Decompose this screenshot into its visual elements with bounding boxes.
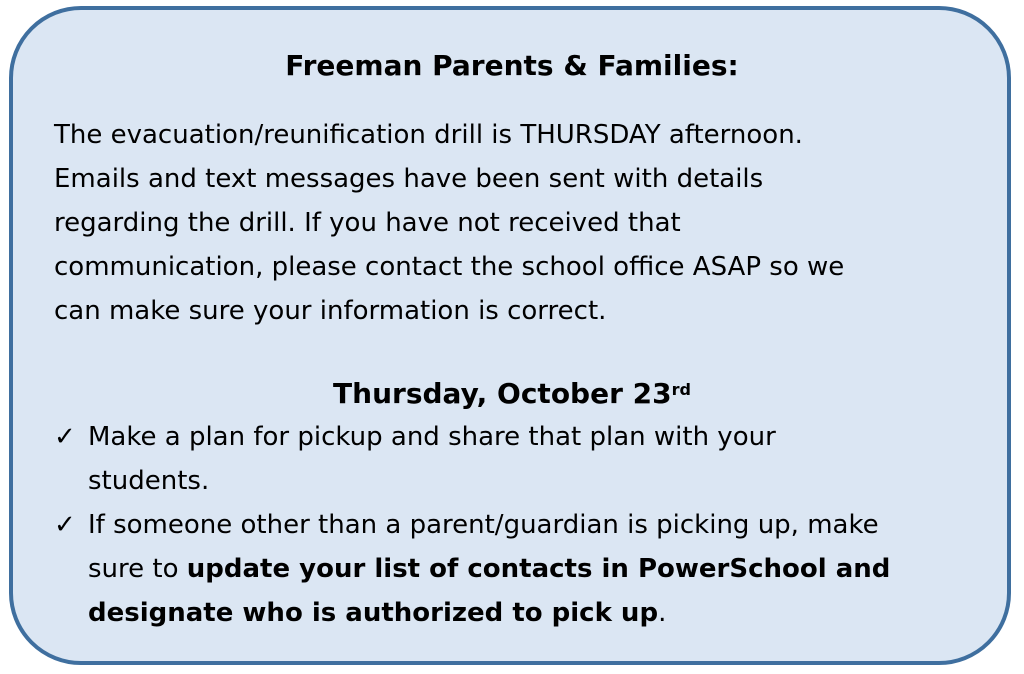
paragraph-line-4: communication, please contact the school office ASAP so we [54, 252, 845, 282]
checkmark-icon: ✓ [54, 510, 76, 540]
checklist-item-2-line-1: If someone other than a parent/guardian is picking up, make [88, 510, 879, 540]
date-ordinal-suffix: rd [671, 380, 691, 399]
checklist-item-2-line-3-bold: designate who is authorized to pick up [88, 598, 659, 628]
action-checklist [54, 415, 994, 635]
notice-heading: Freeman Parents & Families: [285, 49, 739, 82]
checklist-item-2-line-2 [88, 547, 994, 591]
paragraph-line-1: The evacuation/reunification drill is THURSDAY afternoon. [54, 120, 803, 150]
paragraph-line-5: can make sure your information is correct. [54, 296, 607, 326]
checklist-item-update-contacts [54, 503, 994, 635]
paragraph-line-2: Emails and text messages have been sent with details [54, 164, 764, 194]
checklist-item-2-line-2-bold: update your list of contacts in PowerSchool and [186, 554, 891, 584]
checklist-item-plan-pickup [54, 415, 994, 503]
paragraph-line-3: regarding the drill. If you have not received that [54, 208, 681, 238]
date-heading-text: Thursday, October 23 [333, 377, 672, 410]
checkmark-icon: ✓ [54, 422, 76, 452]
notice-paragraph [54, 113, 994, 333]
checklist-item-2-line-3 [88, 591, 994, 635]
date-heading [0, 372, 1024, 416]
checklist-item-1-line-2: students. [88, 466, 210, 496]
checklist-item-2-line-3-suffix: . [658, 598, 667, 628]
checklist-item-2-line-2-prefix: sure to [88, 554, 187, 584]
checklist-item-1-line-1: Make a plan for pickup and share that plan with your [88, 422, 776, 452]
